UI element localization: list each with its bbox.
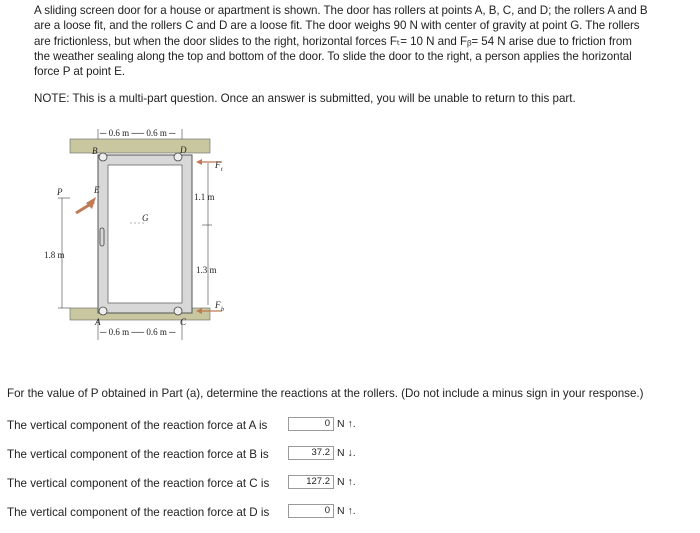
dim-1-1-label: 1.1 m bbox=[194, 192, 215, 202]
label-c: C bbox=[180, 317, 187, 327]
label-d: D bbox=[180, 145, 187, 155]
answer-unit-d: N ↑. bbox=[337, 505, 356, 517]
label-g: G bbox=[142, 213, 149, 223]
problem-line: are a loose fit, and the rollers C and D are a loose fit. The door weighs 90 N with center of gravity at point G. The rollers bbox=[34, 19, 640, 33]
answer-input-a[interactable]: 0 bbox=[288, 417, 334, 431]
roller-c bbox=[174, 307, 182, 315]
answer-label: The vertical component of the reaction force at A is bbox=[7, 418, 268, 432]
top-dimension-label: ─ 0.6 m ── 0.6 m ─ bbox=[100, 128, 176, 138]
door-figure bbox=[40, 125, 240, 355]
answer-unit-b: N ↓. bbox=[337, 447, 356, 459]
problem-statement bbox=[34, 3, 690, 79]
problem-line: A sliding screen door for a house or apartment is shown. The door has rollers at points A, B, C, and D; the rollers A and B bbox=[34, 4, 648, 17]
answer-unit-c: N ↑. bbox=[337, 476, 356, 488]
label-p: P bbox=[57, 187, 63, 197]
answer-label: The vertical component of the reaction force at D is bbox=[7, 505, 270, 519]
label-e: E bbox=[94, 185, 100, 195]
answer-input-c[interactable]: 127.2 bbox=[288, 475, 334, 489]
bottom-dimension-label: ─ 0.6 m ── 0.6 m ─ bbox=[100, 327, 176, 337]
label-fb-sub: b bbox=[221, 307, 224, 313]
multi-part-note: NOTE: This is a multi-part question. Once an answer is submitted, you will be unable to return to this part. bbox=[34, 92, 576, 105]
answer-label: The vertical component of the reaction force at C is bbox=[7, 476, 270, 490]
roller-a bbox=[99, 307, 107, 315]
answer-row-c bbox=[7, 474, 269, 492]
dim-1-8-label: 1.8 m bbox=[44, 250, 65, 260]
roller-b bbox=[99, 153, 107, 161]
problem-line: force P at point E. bbox=[34, 65, 125, 79]
answer-row-b bbox=[7, 445, 269, 463]
dim-1-3-label: 1.3 m bbox=[196, 265, 217, 275]
problem-line: the weather sealing along the top and bottom of the door. To slide the door to the right, a person applies the horizontal bbox=[34, 49, 632, 63]
answer-input-b[interactable]: 37.2 bbox=[288, 446, 334, 460]
problem-line: are frictionless, but when the door slides to the right, horizontal forces Fₜ= 10 N and Fᵦ= 54 N arise due to friction from bbox=[34, 34, 632, 48]
answer-row-a bbox=[7, 416, 267, 434]
label-b: B bbox=[92, 146, 98, 156]
door-panel bbox=[108, 165, 182, 303]
answer-input-d[interactable]: 0 bbox=[288, 504, 334, 518]
answer-row-d bbox=[7, 503, 269, 521]
top-track bbox=[70, 139, 210, 153]
label-fb: F bbox=[215, 300, 221, 310]
label-a: A bbox=[95, 317, 101, 327]
part-b-prompt: For the value of P obtained in Part (a), determine the reactions at the rollers. (Do not include a minus sign in your response.) bbox=[7, 387, 644, 400]
answer-unit-a: N ↑. bbox=[337, 418, 356, 430]
label-ft: F bbox=[215, 160, 221, 170]
label-ft-sub: t bbox=[221, 167, 223, 173]
answer-label: The vertical component of the reaction force at B is bbox=[7, 447, 269, 461]
